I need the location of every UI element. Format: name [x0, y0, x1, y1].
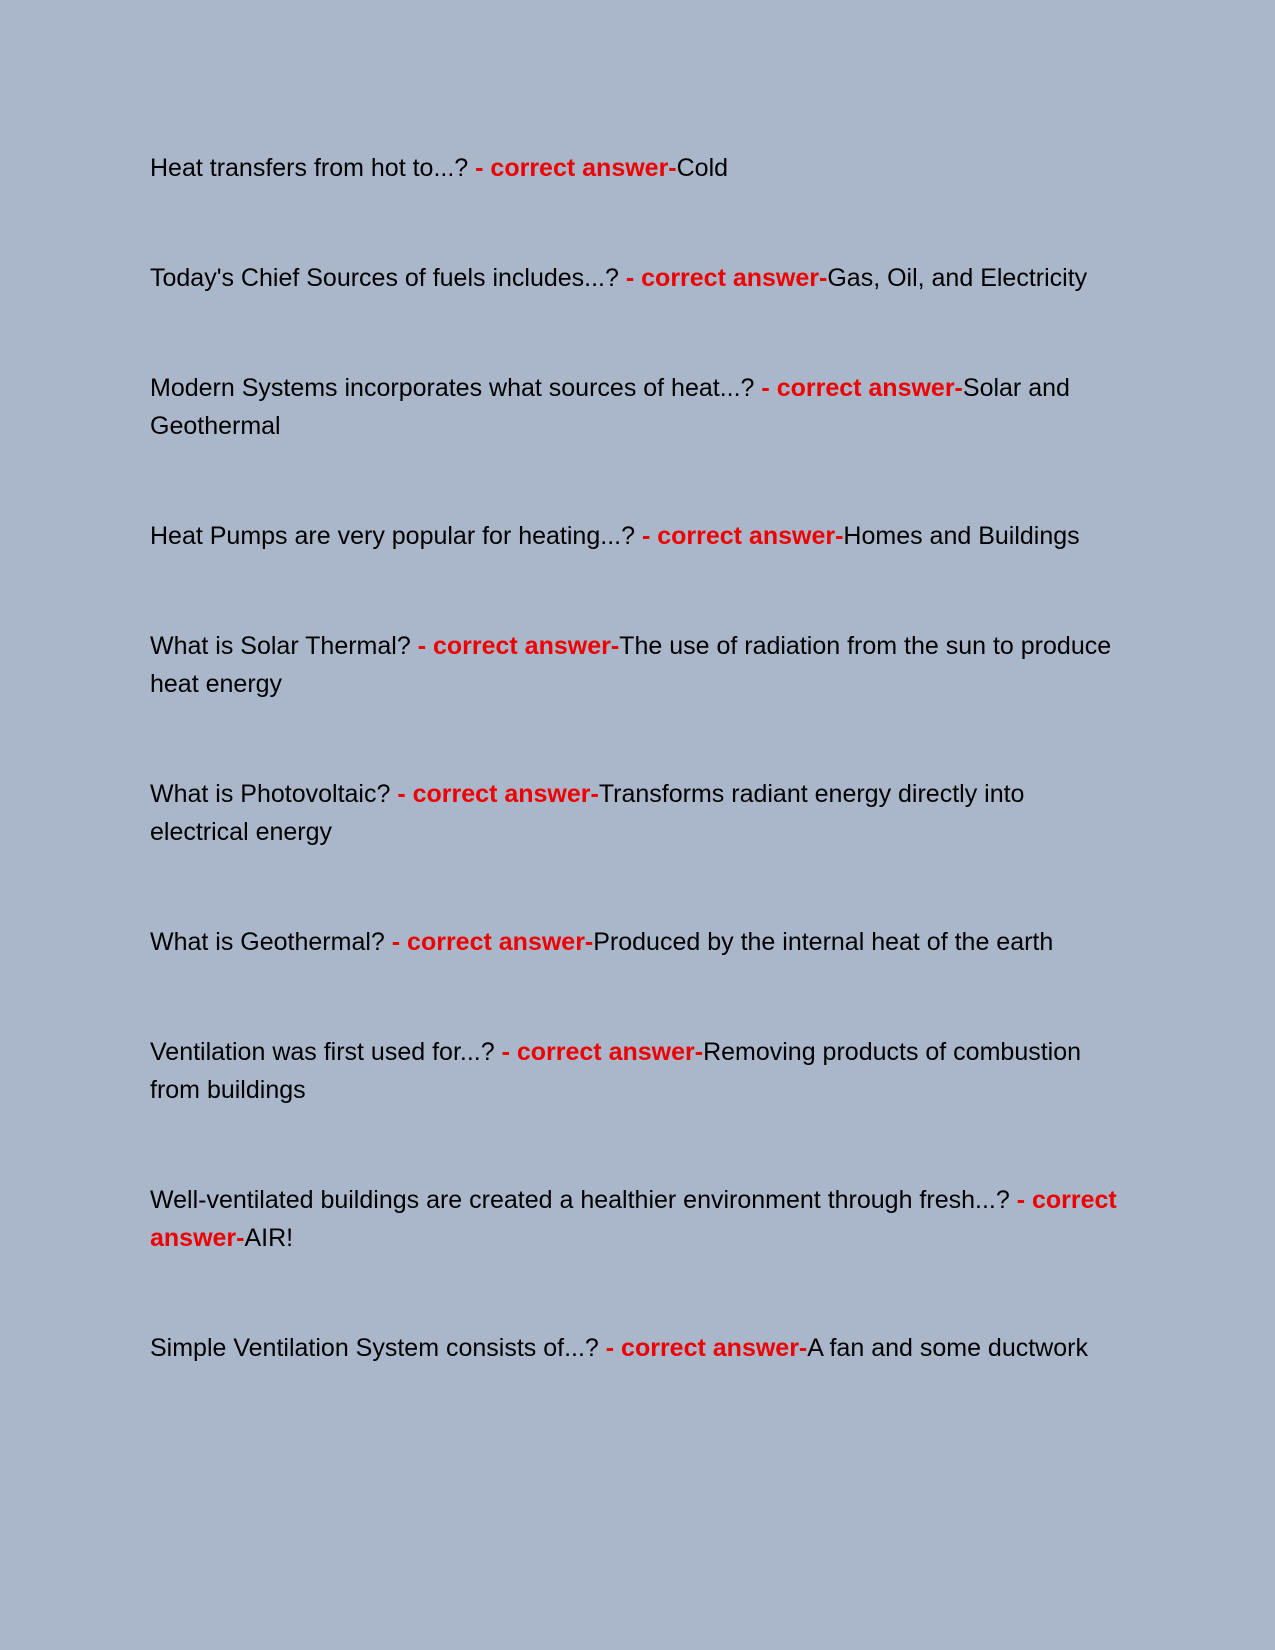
- qa-item: [150, 627, 1125, 703]
- question-text: Heat Pumps are very popular for heating...?: [150, 522, 635, 550]
- qa-item: [150, 1329, 1125, 1367]
- question-text: What is Solar Thermal?: [150, 632, 411, 660]
- answer-text: A fan and some ductwork: [807, 1334, 1088, 1362]
- qa-item: [150, 1181, 1125, 1257]
- qa-list: [150, 149, 1125, 1367]
- question-text: Modern Systems incorporates what sources of heat...?: [150, 374, 755, 402]
- qa-item: [150, 259, 1125, 297]
- question-text: Ventilation was first used for...?: [150, 1038, 495, 1066]
- correct-answer-marker: - correct answer-: [761, 374, 963, 402]
- answer-text: Homes and Buildings: [843, 522, 1080, 550]
- correct-answer-marker: - correct answer-: [501, 1038, 704, 1066]
- question-text: Heat transfers from hot to...?: [150, 154, 469, 182]
- qa-item: [150, 517, 1125, 555]
- answer-text: AIR!: [244, 1224, 294, 1252]
- answer-text: The use of radiation from the sun to produce heat energy: [150, 632, 1112, 698]
- qa-item: [150, 775, 1125, 851]
- correct-answer-marker: - correct answer-: [625, 264, 828, 292]
- answer-text: Produced by the internal heat of the earth: [593, 928, 1054, 956]
- correct-answer-marker: - correct answer-: [417, 632, 620, 660]
- correct-answer-marker: - correct answer-: [475, 154, 677, 182]
- question-text: What is Geothermal?: [150, 928, 385, 956]
- answer-text: Transforms radiant energy directly into electrical energy: [150, 780, 1025, 846]
- question-text: Today's Chief Sources of fuels includes...?: [150, 264, 619, 292]
- question-text: Well-ventilated buildings are created a healthier environment through fresh...?: [150, 1186, 1010, 1214]
- question-text: Simple Ventilation System consists of...?: [150, 1334, 599, 1362]
- answer-text: Gas, Oil, and Electricity: [827, 264, 1088, 292]
- answer-text: Cold: [676, 154, 729, 182]
- qa-item: [150, 1033, 1125, 1109]
- qa-item: [150, 369, 1125, 445]
- correct-answer-marker: - correct answer-: [150, 1186, 1117, 1252]
- answer-text: Solar and Geothermal: [150, 374, 1070, 440]
- question-text: What is Photovoltaic?: [150, 780, 391, 808]
- qa-item: [150, 923, 1125, 961]
- correct-answer-marker: - correct answer-: [391, 928, 594, 956]
- correct-answer-marker: - correct answer-: [641, 522, 844, 550]
- correct-answer-marker: - correct answer-: [397, 780, 599, 808]
- qa-item: [150, 149, 1125, 187]
- answer-text: Removing products of combustion from buildings: [150, 1038, 1082, 1104]
- correct-answer-marker: - correct answer-: [605, 1334, 808, 1362]
